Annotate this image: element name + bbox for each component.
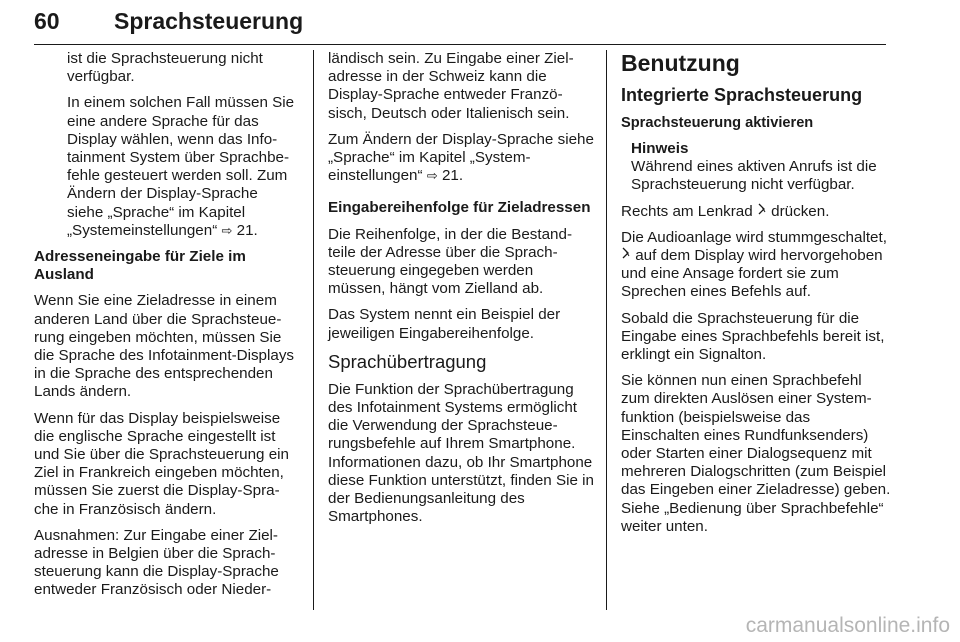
column-divider bbox=[313, 50, 314, 610]
paragraph bbox=[621, 229, 891, 302]
page-reference: 21. bbox=[441, 167, 464, 185]
running-title: Sprachsteuerung bbox=[114, 8, 304, 34]
note-label: Hinweis bbox=[631, 140, 689, 157]
header-rule bbox=[34, 44, 886, 45]
page-number: 60 bbox=[34, 8, 60, 34]
note-text: Während eines aktiven Anrufs ist die Sprachsteuerung nicht verfügbar. bbox=[631, 158, 877, 194]
paragraph: Sobald die Sprachsteuerung für die Eingabe eines Sprachbefehls bereit ist, erklingt ein Signalton. bbox=[621, 309, 885, 364]
paragraph: ist die Sprachsteuerung nicht verfügbar. bbox=[67, 50, 263, 86]
watermark: carmanualsonline.info bbox=[745, 614, 950, 637]
paragraph: ländisch sein. Zu Eingabe einer Zieladresse in der Schweiz kann die Display-Sprache entweder Französisch, Deutsch oder Italienisch sein. bbox=[328, 50, 574, 122]
paragraph bbox=[34, 94, 298, 240]
paragraph-text: Zum Ändern der Display-Sprache siehe „Sprache“ im Kapitel „Systemeinstellungen“ bbox=[328, 130, 594, 185]
paragraph: Die Reihenfolge, in der die Bestandteile der Adresse über die Sprachsteuerung eingegeben werden müssen, hängt vom Zielland ab. bbox=[328, 225, 572, 298]
ref-arrow-icon: ⇨ bbox=[426, 168, 438, 184]
paragraph: Sie können nun einen Sprachbefehl zum direkten Auslösen einer Systemfunktion (beispielsweise das Einschalten eines Rundfunksenders) oder Starten einer Dialogsequenz mit mehreren Dialogschritten (zum Beispiel das Eingeben einer Zieladresse) geben. Siehe „Bedienung über Sprachbefehle“ weiter unten. bbox=[621, 372, 891, 535]
column-1 bbox=[34, 50, 298, 608]
paragraph-text: In einem solchen Fall müssen Sie eine andere Sprache für das Display wählen, wenn das Infotainment System über Sprachbefehle gesteuert werden soll. Zum Ändern der Display-Sprache siehe „Sprache“ im Kapitel „Systemeinstellungen“ bbox=[67, 94, 295, 239]
paragraph-text: drücken. bbox=[771, 202, 830, 220]
paragraph: Die Funktion der Sprachübertragung des Infotainment Systems ermöglicht die Verwendung der Sprachsteuerungsbefehle auf Ihrem Smartphone. Informationen dazu, ob Ihr Smartphone diese Funktion unterstützt, finden Sie in der Bedienungsanleitung des Smartphones. bbox=[328, 380, 594, 526]
column-divider bbox=[606, 50, 607, 610]
paragraph-text: auf dem Display wird hervorgehoben und eine Ansage fordert sie zum Sprechen eines Befehls auf. bbox=[621, 247, 883, 301]
page-header bbox=[34, 8, 886, 40]
note-box bbox=[621, 140, 891, 195]
section-heading: Integrierte Sprachsteuerung bbox=[621, 85, 863, 105]
paragraph: Ausnahmen: Zur Eingabe einer Zieladresse in Belgien über die Sprachsteuerung kann die Display-Sprache entweder Französisch oder Nieder- bbox=[34, 526, 279, 599]
section-heading: Eingabereihenfolge für Zieladressen bbox=[328, 199, 591, 217]
column-2 bbox=[328, 50, 594, 534]
paragraph bbox=[328, 131, 594, 186]
page-reference: 21. bbox=[236, 221, 258, 239]
paragraph bbox=[621, 203, 891, 221]
paragraph: Wenn Sie eine Zieladresse in einem anderen Land über die Sprachsteuerung eingeben möchten, müssen Sie die Sprache des Infotainment-Displays in die Sprache des entsprechenden Lands ändern. bbox=[34, 292, 295, 401]
paragraph-text: Rechts am Lenkrad bbox=[621, 202, 753, 220]
paragraph: Wenn für das Display beispielsweise die englische Sprache eingestellt ist und Sie über die Sprachsteuerung ein Ziel in Frankreich eingeben möchten, müssen Sie zuerst die Display-Sprache in Französisch ändern. bbox=[34, 409, 289, 518]
ref-arrow-icon: ⇨ bbox=[221, 222, 233, 238]
subsection-heading: Sprachsteuerung aktivieren bbox=[621, 115, 814, 131]
paragraph: Das System nennt ein Beispiel der jeweiligen Eingabereihenfolge. bbox=[328, 306, 561, 342]
section-heading: Adresseneingabe für Ziele im Ausland bbox=[34, 248, 246, 284]
section-title: Sprachübertragung bbox=[328, 350, 487, 372]
voice-control-icon bbox=[757, 203, 767, 220]
chapter-heading: Benutzung bbox=[621, 50, 740, 76]
voice-control-icon bbox=[621, 247, 631, 264]
column-3 bbox=[621, 50, 891, 544]
paragraph-text: Die Audioanlage wird stummgeschaltet, bbox=[621, 228, 887, 246]
